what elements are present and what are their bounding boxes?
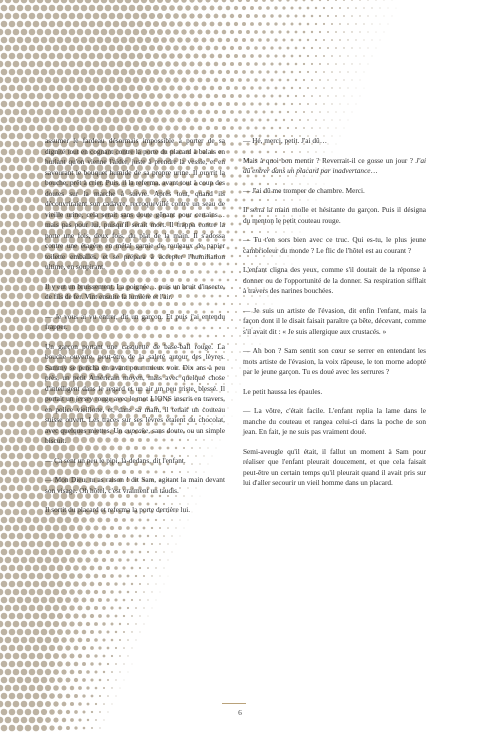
paragraph <box>243 387 426 398</box>
paragraph <box>243 235 426 256</box>
paragraph <box>243 186 426 197</box>
text-run: — Ah bon ? Sam sentit son cœur se serrer en entendant les mots artiste de l'évasion, la voix râpeuse, le ton morne adopté par le jeune garçon. Tu es doué avec les serrures ? <box>243 346 426 376</box>
paragraph <box>45 505 225 516</box>
paragraph <box>243 346 426 378</box>
text-run: Mais à quoi bon mentir ? Reverrait-il ce gosse un jour ? <box>243 155 416 165</box>
text-run: — J'ai dû me tromper de chambre. Merci. <box>243 185 365 195</box>
paragraph <box>243 306 426 338</box>
paragraph <box>243 447 426 489</box>
paragraph <box>45 342 225 447</box>
italic-text: J'ai dû entrer dans un placard par inadvertance <box>243 155 426 175</box>
text-run: , sans doute, ou un simple biscuit. <box>45 425 225 445</box>
text-run: Le petit haussa les épaules. <box>243 386 323 396</box>
text-run: Il sortit du placard et referma la porte derrière lui. <box>45 505 191 514</box>
paragraph <box>243 205 426 226</box>
text-run: assumer le fardeau désormais impossible à porter de sa dignité tout en cognant contre la porte du placard à balais en hurlant qu'on vienne l'aider, juste à prendre la vessie, et en savourant le bouquet humide de sa propre urine. Il ouvrit la bouche, prêt à crier. Puis, il la referma, avant tout à coup des doutes sur la marche à suivre. Après tout, quand ils découvriraient son cadavre, recroquevillé contre un seau de vieille urine, cela serait sans doute gênant pour certains… mais pas pour lui, puisqu'il serait mort. Il frappa contre la porte une fois, deux fois, du plat de la main. Il s'adossa contre une étagère en métal garnie de rouleaux de papier toilette emballés, et se prépara à accepter l'humiliation ultime, en soupirant. <box>45 136 225 271</box>
paragraph <box>243 265 426 297</box>
text-run: … <box>370 166 378 175</box>
text-run: — Je suis un artiste de l'évasion, dit enfin l'enfant, mais la façon dont il le disait faisait paraître ça bête, décevant, comme s'il avait dit : « Je suis allergique aux crustacés. » <box>243 305 426 336</box>
footer-rule <box>222 703 246 704</box>
italic-text: jersey <box>75 394 94 403</box>
text-run: Un garçon portant une casquette de base-ball rouge. La bouche ouverte, peut-être de la saleté autour des lèvres. Sammy se pencha en avant pour mieux voir. Dix ans à peu près, un petit Américain moyen, mais avec quelque chose d'intelligent dans le regard et un air un peu triste, blessé. Il portait un <box>45 341 225 403</box>
text-run: L'enfant cligna des yeux, comme s'il doutait de la réponse à donner ou de l'opportunité de la donner. Sa respiration sifflait à travers des narines bouchées. <box>243 265 426 295</box>
paragraph <box>243 136 426 147</box>
left-text-column <box>45 136 225 525</box>
italic-text: cupcake <box>124 425 149 435</box>
text-run: — Tu t'en sors bien avec ce truc. Qui es-tu, le plus jeune cambrioleur du monde ? Le flic de l'hôtel est au courant ? <box>243 235 426 255</box>
text-run: Il serra la main molle et hésitante du garçon. Puis il désigna du menton le petit couteau rouge. <box>243 205 426 225</box>
text-run: rouge avec le mot LIONS inscrit en travers, en police vieillotte, et, dans sa main, il tenait un couteau suisse ouvert. Les traces sur ses lèvres étaient du chocolat, avec quelques miettes. Un <box>45 394 225 435</box>
text-run: Semi-aveugle qu'il était, il fallut un moment à Sam pour réaliser que l'enfant pleurait doucement, et que cela faisait peut-être un certain temps qu'il pleurait quand il avait pris sur lui d'aller secourir un vieil homme dans un placard. <box>243 446 426 487</box>
text-run: — Mon Dieu, tu as raison ! dit Sam, agitant la main devant son visage. Oh hôtel, c'est vraiment un taudis. <box>45 475 225 495</box>
text-run: — Je vous ai vu entrer, dit un garçon. Et puis j'ai entendu frapper. <box>45 311 225 331</box>
text-run: Il y eut un bruissement. La poignée… puis un bruit d'insecte, de fils de fer. Vint ensuite la lumière et l'air. <box>45 281 225 301</box>
paragraph <box>243 406 426 438</box>
paragraph <box>45 136 225 273</box>
right-text-column <box>243 136 426 498</box>
paragraph <box>45 475 225 496</box>
paragraph <box>45 312 225 333</box>
paragraph <box>45 282 225 303</box>
paragraph <box>243 156 426 177</box>
text-run: — La vôtre, c'était facile. L'enfant replia la lame dans le manche du couteau et rangea celui-ci dans la poche de son jean. En fait, je ne suis pas vraiment doué. <box>243 406 426 436</box>
page-number: 6 <box>238 708 242 717</box>
text-run: — Ça sent un peu le pipi, là-dedans, dit l'enfant. <box>45 455 186 465</box>
paragraph <box>45 456 225 467</box>
text-run: — Hé, merci, petit. J'ai dû… <box>243 136 327 145</box>
